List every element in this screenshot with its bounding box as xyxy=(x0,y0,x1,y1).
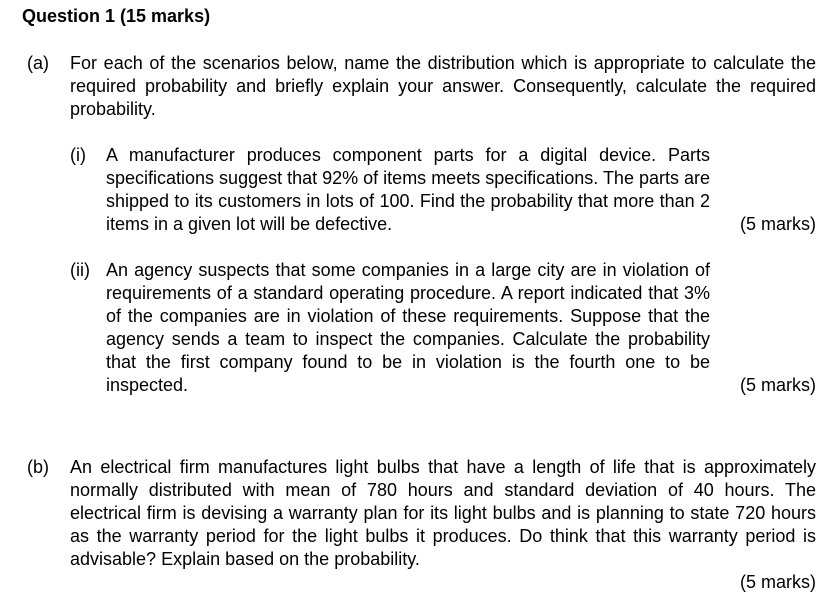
part-b-label: (b) xyxy=(27,457,49,477)
part-b-marks: (5 marks) xyxy=(740,572,816,592)
part-a-text: For each of the scenarios below, name the distribution which is appropriate to calculate the required probability and briefly explain your answer. Consequently, calculate the required probability. xyxy=(70,53,816,119)
item-ii-marks: (5 marks) xyxy=(740,375,816,395)
item-i-marks: (5 marks) xyxy=(740,214,816,234)
item-ii-label: (ii) xyxy=(70,260,90,280)
item-ii-text: An agency suspects that some companies in a large city are in violation of requirements of a standard operating procedure. A report indicated that 3% of the companies are in violation of these requirements. Suppose that the agency sends a team to inspect the companies. Calculate the probability that the first company found to be in violation is the fourth one to be inspected. xyxy=(106,260,710,395)
item-i-label: (i) xyxy=(70,145,86,165)
item-i-text: A manufacturer produces component parts for a digital device. Parts specifications suggest that 92% of items meets specifications. The parts are shipped to its customers in lots of 100. Find the probability that more than 2 items in a given lot will be defective. xyxy=(106,145,710,234)
question-title: Question 1 (15 marks) xyxy=(22,6,211,26)
part-a-label: (a) xyxy=(27,53,49,73)
part-b-text: An electrical firm manufactures light bulbs that have a length of life that is approximately normally distributed with mean of 780 hours and standard deviation of 40 hours. The electrical firm is devising a warranty plan for its light bulbs and is planning to state 720 hours as the warranty period for the light bulbs it produces. Do think that this warranty period is advisable? Explain based on the probability. xyxy=(70,457,816,569)
